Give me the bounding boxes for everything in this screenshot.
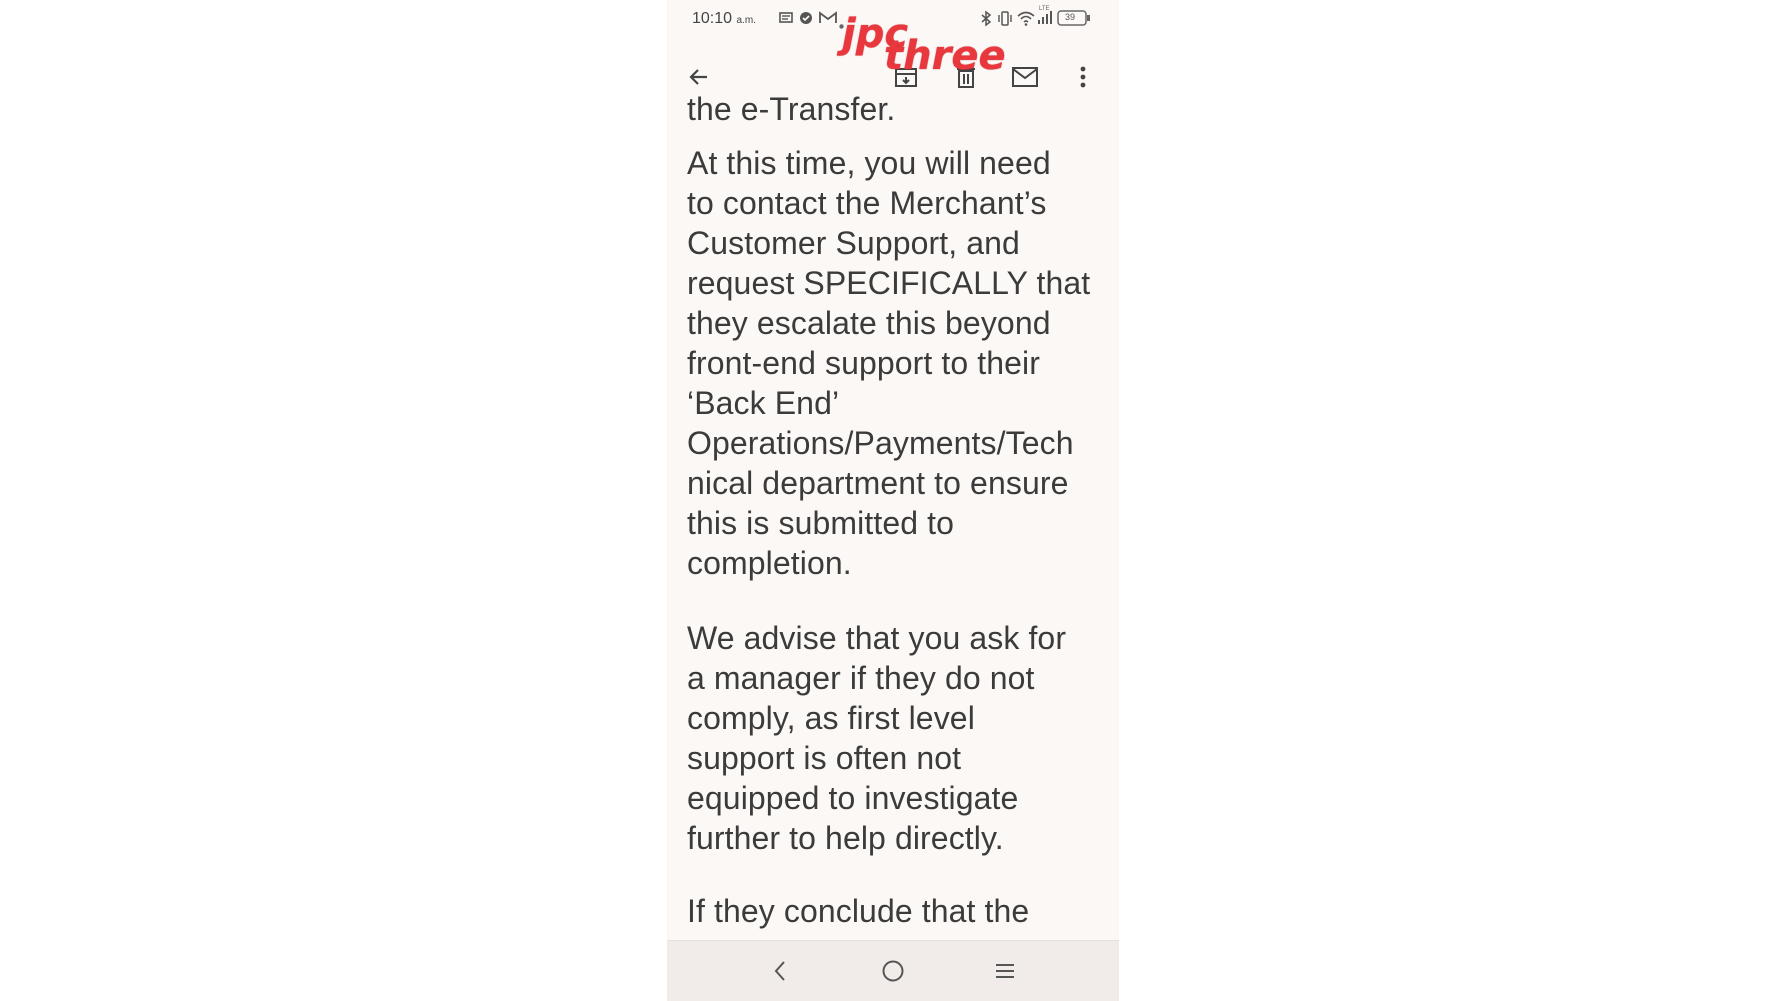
dot-icon bbox=[839, 16, 844, 33]
email-paragraph: At this time, you will need to contact the Merchant’s Customer Support, and request SPECIFICALLY that they escalate this beyond front-end support to their ‘Back End’ Operations/Payments/Tech nical department to ensure this is submitted to completion. bbox=[687, 145, 1091, 581]
status-bar bbox=[667, 0, 1119, 38]
shield-icon bbox=[799, 11, 813, 29]
signal-icon bbox=[1037, 8, 1053, 29]
more-options-button[interactable] bbox=[1066, 60, 1100, 94]
nav-home-button[interactable] bbox=[875, 953, 911, 989]
mark-unread-button[interactable] bbox=[1008, 60, 1042, 94]
gmail-icon bbox=[819, 11, 837, 29]
watermark-line-1: jpc bbox=[842, 11, 909, 57]
battery-icon bbox=[1057, 10, 1091, 30]
network-type-label: LTE bbox=[1039, 6, 1050, 12]
battery-percent: 39 bbox=[1065, 12, 1076, 22]
email-paragraph-partial-top: the e-Transfer. bbox=[687, 91, 896, 127]
email-content-scroll[interactable] bbox=[667, 91, 1119, 940]
nav-recents-icon bbox=[994, 962, 1016, 980]
back-arrow-icon bbox=[687, 65, 711, 89]
nav-back-button[interactable] bbox=[762, 953, 798, 989]
delete-button[interactable] bbox=[949, 60, 983, 94]
vibrate-icon bbox=[997, 11, 1013, 30]
status-time-ampm: a.m. bbox=[736, 15, 756, 26]
email-paragraph: We advise that you ask for a manager if they do not comply, as first level support is often not equipped to investigate further to help directly. bbox=[687, 620, 1067, 856]
email-paragraph-partial-bottom: If they conclude that the bbox=[687, 893, 1030, 929]
archive-icon bbox=[893, 64, 919, 90]
status-time bbox=[692, 10, 756, 28]
delete-icon bbox=[954, 64, 978, 90]
more-vert-icon bbox=[1079, 65, 1087, 89]
system-nav-bar bbox=[667, 940, 1119, 1001]
nav-home-icon bbox=[881, 959, 905, 983]
mark-unread-icon bbox=[1011, 66, 1039, 88]
watermark-line-2: three bbox=[884, 33, 1006, 79]
phone-screen bbox=[667, 0, 1119, 1000]
status-time-value: 10:10 bbox=[692, 10, 733, 27]
nav-back-icon bbox=[773, 960, 787, 982]
wifi-icon bbox=[1017, 11, 1035, 30]
nav-recents-button[interactable] bbox=[987, 953, 1023, 989]
message-icon bbox=[779, 11, 793, 29]
bluetooth-icon bbox=[980, 11, 992, 30]
